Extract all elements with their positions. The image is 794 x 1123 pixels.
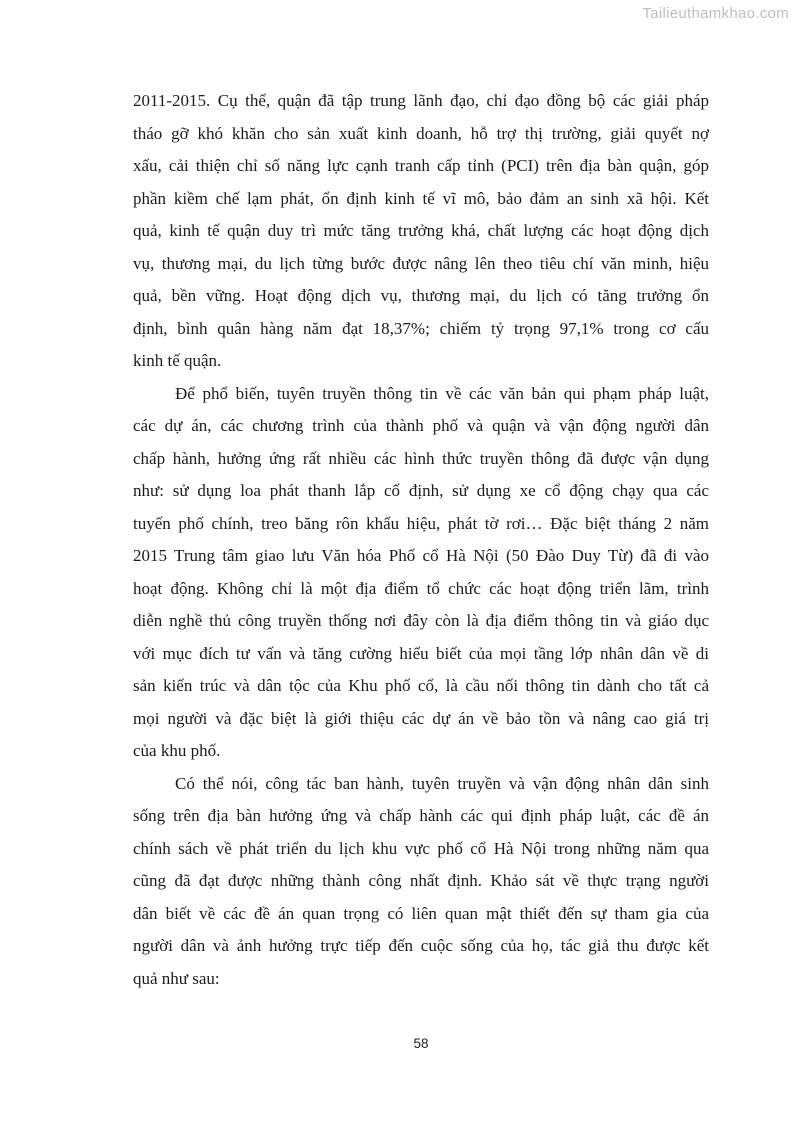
text-line: sản kiến trúc và dân tộc của Khu phố cổ, là cầu nối thông tin dành cho tất cả xyxy=(133,676,709,695)
text-line: như: sử dụng loa phát thanh lắp cố định, sử dụng xe cổ động chạy qua các xyxy=(133,481,709,500)
text-line: hoạt động. Không chỉ là một địa điểm tổ chức các hoạt động triển lãm, trình xyxy=(133,578,709,598)
text-line: quả, kinh tế quận duy trì mức tăng trưởng khá, chất lượng các hoạt động dịch xyxy=(133,221,709,240)
text-line: chính sách về phát triển du lịch khu vực phố cổ Hà Nội trong những năm qua xyxy=(133,838,709,858)
text-line: các dự án, các chương trình của thành phố và quận và vận động người dân xyxy=(133,416,709,435)
text-line: diễn nghề thủ công truyền thống nơi đây còn là địa điểm thông tin và giáo dục xyxy=(133,611,709,630)
text-line: định, bình quân hàng năm đạt 18,37%; chiếm tỷ trọng 97,1% trong cơ cấu xyxy=(133,318,709,338)
text-line: người dân và ảnh hưởng trực tiếp đến cuộc sống của họ, tác giả thu được kết xyxy=(133,936,709,955)
text-line: sống trên địa bàn hưởng ứng và chấp hành các qui định pháp luật, các đề án xyxy=(133,806,709,825)
text-line: tuyến phố chính, treo băng rôn khẩu hiệu, phát tờ rơi… Đặc biệt tháng 2 năm xyxy=(133,513,709,533)
paragraph xyxy=(133,768,709,996)
text-line: phần kiềm chế lạm phát, ổn định kinh tế vĩ mô, bảo đảm an sinh xã hội. Kết xyxy=(133,188,709,208)
page-number: 58 xyxy=(413,1036,429,1051)
text-line: với mục đích tư vấn và tăng cường hiểu biết của mọi tầng lớp nhân dân về di xyxy=(133,643,709,663)
text-line: xấu, cải thiện chỉ số năng lực cạnh tranh cấp tỉnh (PCI) trên địa bàn quận, góp xyxy=(133,156,709,175)
text-line: 2011-2015. Cụ thể, quận đã tập trung lãnh đạo, chỉ đạo đồng bộ các giải pháp xyxy=(133,91,709,110)
text-line: chấp hành, hưởng ứng rất nhiều các hình thức truyền thông đã được vận dụng xyxy=(133,448,709,468)
text-line: Có thể nói, công tác ban hành, tuyên truyền và vận động nhân dân sinh xyxy=(175,773,709,793)
text-line: cũng đã đạt được những thành công nhất định. Khảo sát về thực trạng người xyxy=(133,871,709,890)
text-line: của khu phố. xyxy=(133,741,221,760)
document-body xyxy=(133,85,709,995)
text-line: dân biết về các đề án quan trọng có liên quan mật thiết đến sự tham gia của xyxy=(133,903,709,923)
paragraph xyxy=(133,378,709,768)
text-line: tháo gỡ khó khăn cho sản xuất kinh doanh, hỗ trợ thị trường, giải quyết nợ xyxy=(133,123,709,143)
text-line: quả như sau: xyxy=(133,968,220,988)
watermark-text: Tailieuthamkhao.com xyxy=(642,5,789,22)
paragraph xyxy=(133,85,709,378)
text-line: kinh tế quận. xyxy=(133,351,222,370)
text-line: mọi người và đặc biệt là giới thiệu các dự án về bảo tồn và nâng cao giá trị xyxy=(133,708,709,728)
text-line: 2015 Trung tâm giao lưu Văn hóa Phố cổ Hà Nội (50 Đào Duy Từ) đã đi vào xyxy=(133,546,709,565)
text-line: Để phổ biến, tuyên truyền thông tin về các văn bản qui phạm pháp luật, xyxy=(175,383,709,403)
text-line: vụ, thương mại, du lịch từng bước được nâng lên theo tiêu chí văn minh, hiệu xyxy=(133,253,709,273)
text-line: quả, bền vững. Hoạt động dịch vụ, thương mại, du lịch có tăng trưởng ổn xyxy=(133,286,709,305)
